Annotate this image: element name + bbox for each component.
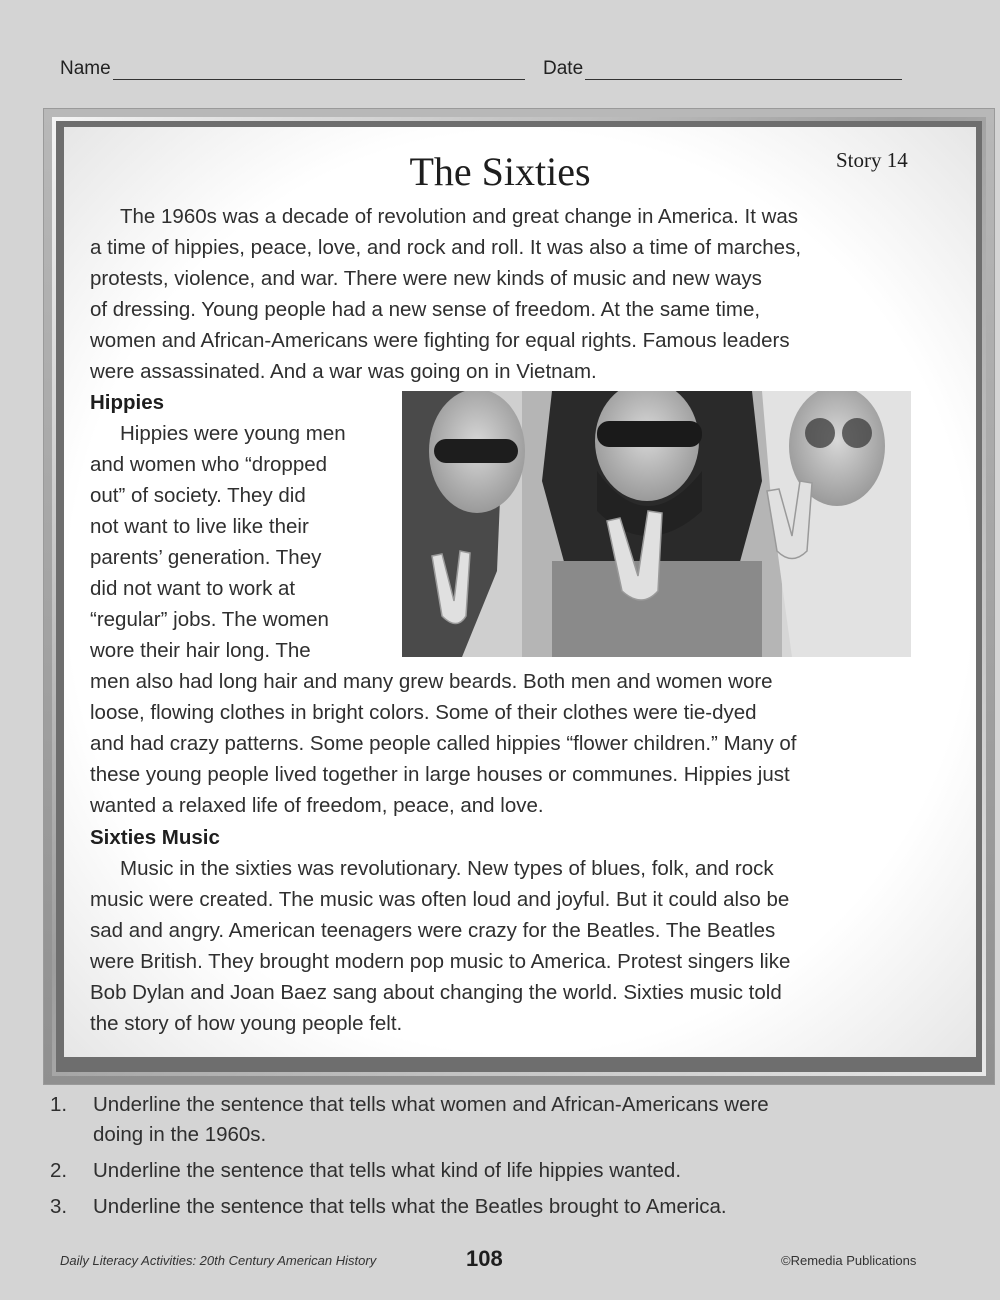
text-line: not want to live like their	[90, 515, 309, 538]
question-item	[50, 1156, 769, 1186]
name-field[interactable]	[60, 58, 525, 80]
question-text: Underline the sentence that tells what the Beatles brought to America.	[93, 1195, 727, 1218]
hippies-section	[90, 387, 346, 666]
text-line: Hippies were young men	[120, 422, 346, 445]
question-text-cont: doing in the 1960s.	[93, 1123, 267, 1146]
section-heading-music: Sixties Music	[90, 826, 220, 849]
question-item	[50, 1192, 769, 1222]
text-line: of dressing. Young people had a new sense of freedom. At the same time,	[90, 298, 761, 321]
text-line: men also had long hair and many grew beards. Both men and women wore	[90, 670, 773, 693]
text-line: loose, flowing clothes in bright colors. Some of their clothes were tie-dyed	[90, 701, 757, 724]
hippies-continued	[90, 666, 797, 821]
text-line: these young people lived together in large houses or communes. Hippies just	[90, 763, 790, 786]
footer-book-title: Daily Literacy Activities: 20th Century American History	[60, 1253, 377, 1268]
question-text: Underline the sentence that tells what kind of life hippies wanted.	[93, 1159, 682, 1182]
question-number: 3.	[50, 1195, 68, 1218]
text-line: out” of society. They did	[90, 484, 306, 507]
date-line[interactable]	[585, 63, 902, 80]
questions-list	[50, 1090, 769, 1228]
text-line: sad and angry. American teenagers were crazy for the Beatles. The Beatles	[90, 919, 776, 942]
text-line: wore their hair long. The	[90, 639, 311, 662]
text-line: music were created. The music was often loud and joyful. But it could also be	[90, 888, 790, 911]
page-number: 108	[466, 1246, 503, 1271]
date-label: Date	[543, 58, 584, 79]
text-line: and had crazy patterns. Some people called hippies “flower children.” Many of	[90, 732, 797, 755]
story-number: Story 14	[836, 148, 908, 172]
text-line: a time of hippies, peace, love, and rock and roll. It was also a time of marches,	[90, 236, 802, 259]
text-line: women and African-Americans were fighting for equal rights. Famous leaders	[90, 329, 790, 352]
text-line: were assassinated. And a war was going on in Vietnam.	[90, 360, 597, 383]
question-number: 2.	[50, 1159, 68, 1182]
text-line: Music in the sixties was revolutionary. New types of blues, folk, and rock	[120, 857, 774, 880]
section-heading-hippies: Hippies	[90, 391, 165, 414]
date-field[interactable]	[543, 58, 902, 80]
text-line: Bob Dylan and Joan Baez sang about changing the world. Sixties music told	[90, 981, 782, 1004]
text-line: did not want to work at	[90, 577, 296, 600]
intro-paragraph	[90, 201, 801, 387]
story-title: The Sixties	[409, 149, 591, 194]
name-label: Name	[60, 58, 111, 79]
question-text: Underline the sentence that tells what women and African-Americans were	[93, 1093, 769, 1116]
text-line: and women who “dropped	[90, 453, 328, 476]
text-line: The 1960s was a decade of revolution and great change in America. It was	[120, 205, 799, 228]
text-line: parents’ generation. They	[90, 546, 322, 569]
text-line: wanted a relaxed life of freedom, peace, and love.	[90, 794, 544, 817]
question-number: 1.	[50, 1093, 68, 1116]
text-line: protests, violence, and war. There were new kinds of music and new ways	[90, 267, 762, 290]
text-line: were British. They brought modern pop music to America. Protest singers like	[90, 950, 791, 973]
name-line[interactable]	[113, 63, 525, 80]
hippies-photo	[402, 391, 911, 657]
question-item	[50, 1090, 769, 1150]
music-section	[90, 822, 790, 1039]
text-line: the story of how young people felt.	[90, 1012, 403, 1035]
footer-copyright: ©Remedia Publications	[781, 1253, 917, 1268]
text-line: “regular” jobs. The women	[90, 608, 329, 631]
